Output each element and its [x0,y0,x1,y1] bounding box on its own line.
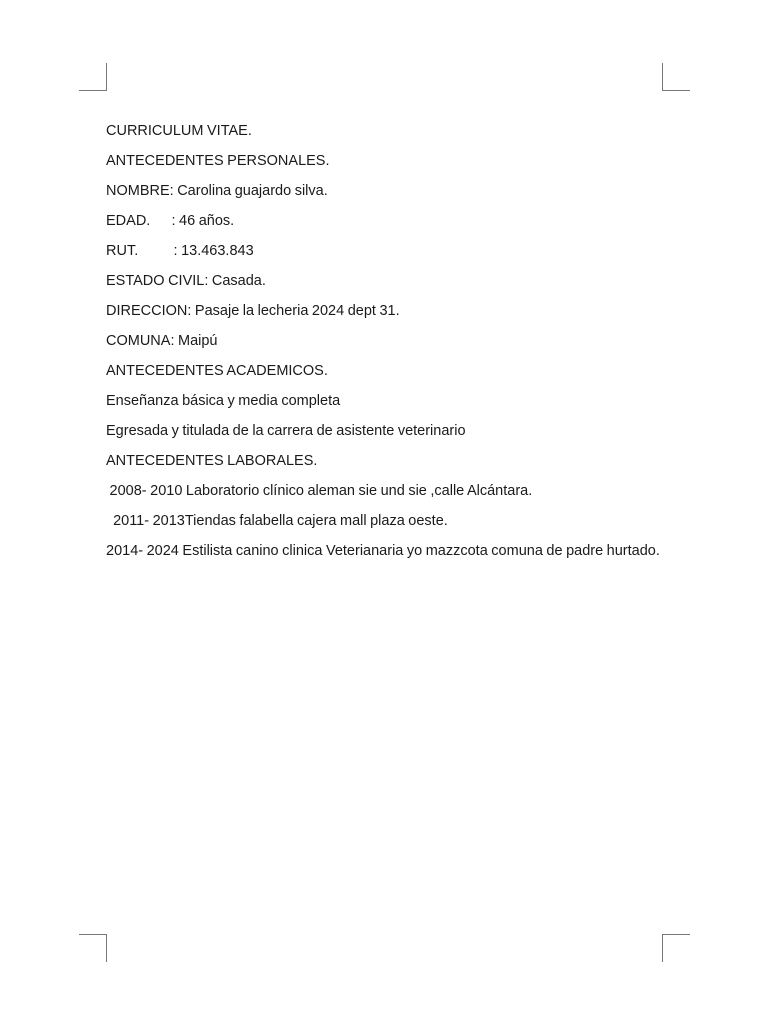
corner-mark-top-right [662,63,690,91]
work-item: 2008- 2010 Laboratorio clínico aleman sie und sie ,calle Alcántara. [106,483,533,499]
field-name: NOMBRE: Carolina guajardo silva. [106,183,328,199]
field-age: EDAD. : 46 años. [106,213,235,229]
field-address: DIRECCION: Pasaje la lecheria 2024 dept 31. [106,303,400,319]
document-body [106,121,662,571]
section-heading-academic: ANTECEDENTES ACADEMICOS. [106,363,328,379]
corner-mark-bottom-right [662,934,690,962]
field-civil-status: ESTADO CIVIL: Casada. [106,273,266,289]
document-title: CURRICULUM VITAE. [106,123,252,139]
work-item: 2011- 2013Tiendas falabella cajera mall plaza oeste. [106,513,448,529]
work-item: 2014- 2024 Estilista canino clinica Veterianaria yo mazzcota comuna de padre hurtado. [106,543,660,559]
corner-mark-top-left [79,63,107,91]
section-heading-personal: ANTECEDENTES PERSONALES. [106,153,330,169]
section-heading-work: ANTECEDENTES LABORALES. [106,453,318,469]
academic-item: Egresada y titulada de la carrera de asistente veterinario [106,423,466,439]
corner-mark-bottom-left [79,934,107,962]
academic-item: Enseñanza básica y media completa [106,393,341,409]
field-rut: RUT. : 13.463.843 [106,243,254,259]
field-commune: COMUNA: Maipú [106,333,218,349]
